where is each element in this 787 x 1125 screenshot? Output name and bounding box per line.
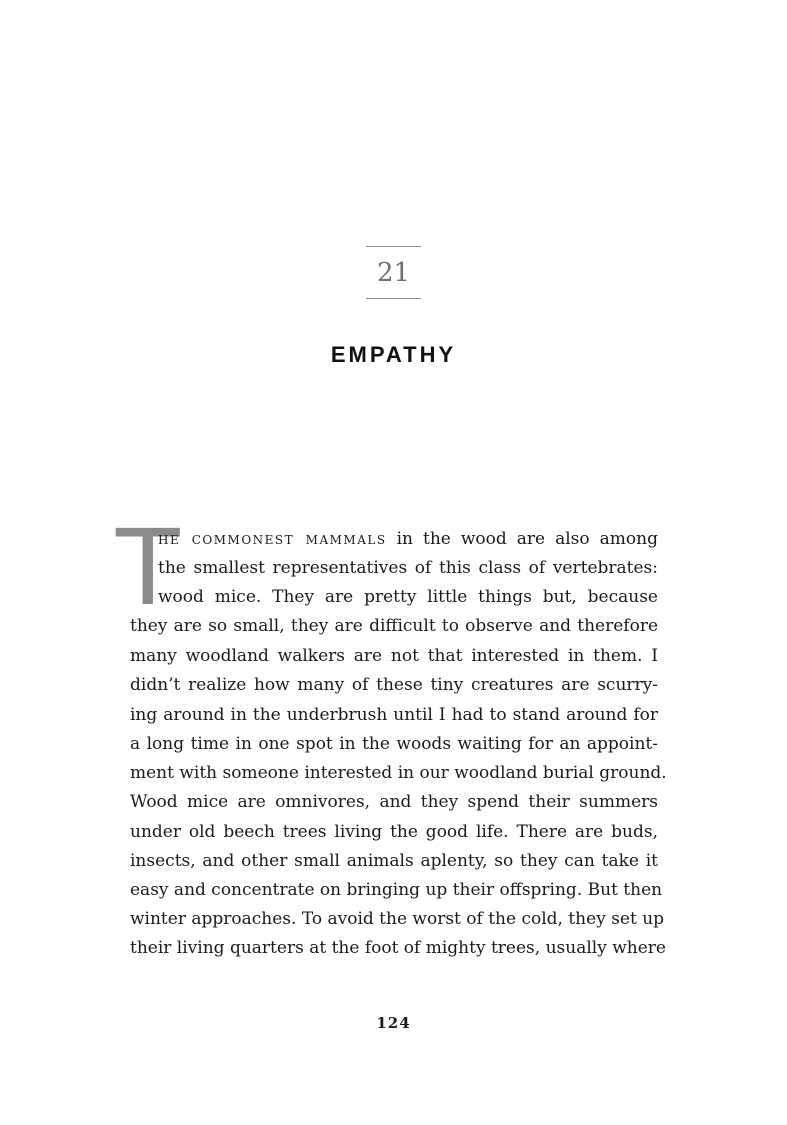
body-text-line: the smallest representatives of this class of vertebrates: [158,558,658,578]
chapter-number-top-rule [366,246,421,247]
body-text-line: wood mice. They are pretty little things but, because [158,587,658,607]
body-text-line: many woodland walkers are not that interested in them. I [130,646,658,666]
body-text-line: Wood mice are omnivores, and they spend their summers [130,792,658,812]
lead-in-small-caps: he commonest mammals [158,529,387,549]
body-text-line: ing around in the underbrush until I had to stand around for [130,705,658,725]
page-number: 124 [376,1014,411,1032]
chapter-title: EMPATHY [330,342,457,367]
body-text-line: easy and concentrate on bringing up their offspring. But then [130,880,663,900]
drop-cap: T [116,507,180,629]
body-text-line: insects, and other small animals aplenty, so they can take it [130,851,658,871]
body-text-line: under old beech trees living the good life. There are buds, [130,822,658,842]
chapter-number-bottom-rule [366,298,421,299]
body-text-line: they are so small, they are difficult to observe and therefore [130,616,658,636]
body-text-line: ment with someone interested in our woodland burial ground. [130,763,667,783]
body-text-segment: in the wood are also among [386,529,658,549]
body-text-line: a long time in one spot in the woods waiting for an appoint- [130,734,658,754]
body-text-line: their living quarters at the foot of mighty trees, usually where [130,938,666,958]
chapter-number: 21 [376,258,411,288]
body-text-line: winter approaches. To avoid the worst of the cold, they set up [130,909,665,929]
chapter-number-block [366,246,421,299]
body-text-line: didn’t realize how many of these tiny creatures are scurry- [130,675,658,695]
body-text-line [158,525,658,554]
